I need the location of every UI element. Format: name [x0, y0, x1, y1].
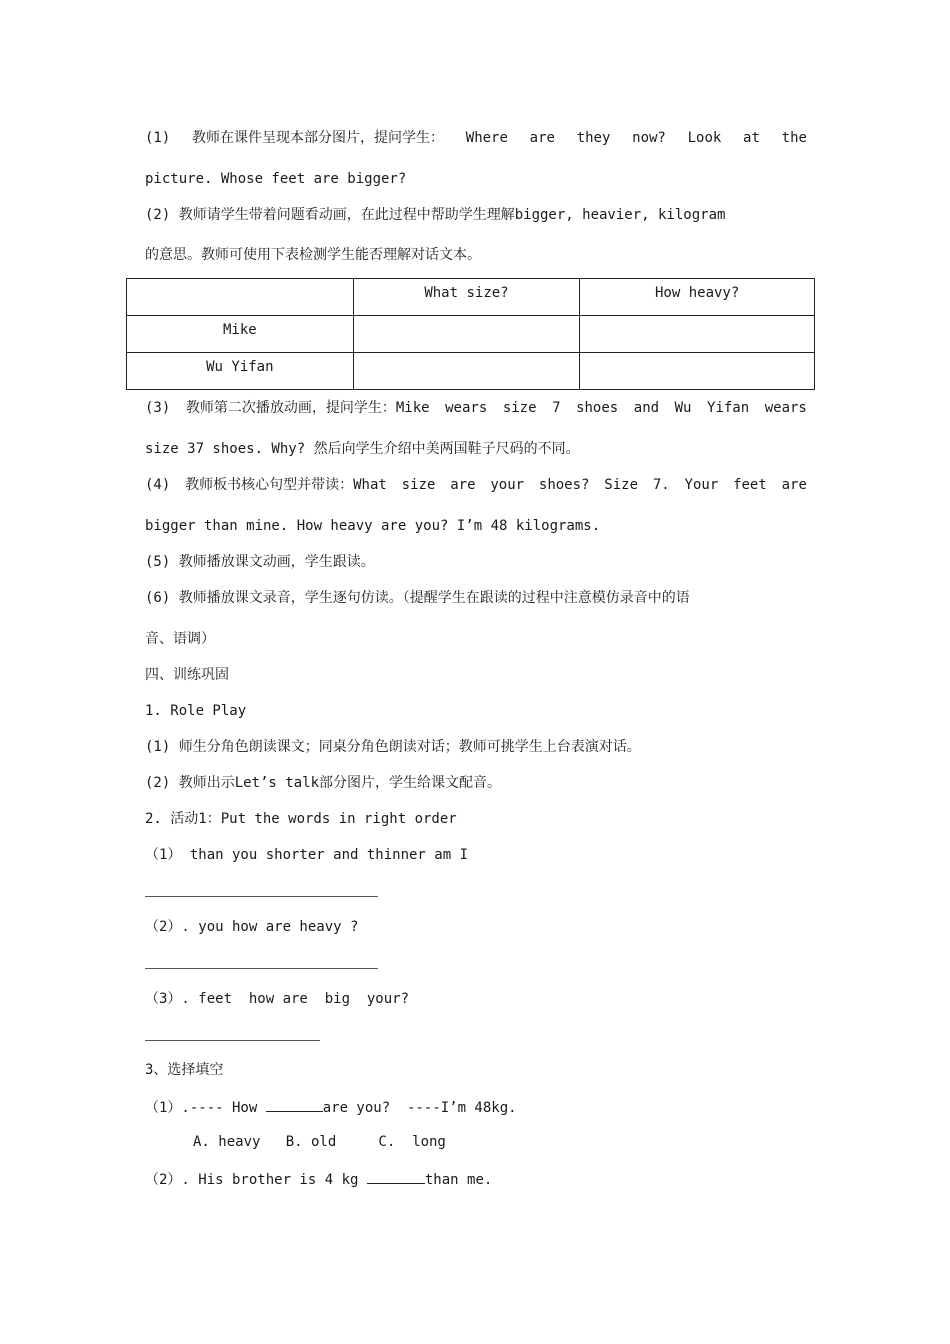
answer-blank-2[interactable]: [145, 968, 378, 969]
role-play-step-2: (2) 教师出示Let’s talk部分图片，学生给课文配音。: [145, 775, 502, 791]
order-question-2: （2）. you how are heavy ?: [145, 919, 359, 935]
word: (4): [145, 477, 171, 493]
word: the: [781, 130, 807, 146]
step-4-line-1: [145, 476, 807, 494]
activity-1-title: 2. 活动1：Put the words in right order: [145, 811, 457, 827]
table-cell-heavy[interactable]: [580, 353, 815, 390]
word: your: [490, 477, 525, 493]
word: Yifan: [707, 400, 750, 416]
section-heading: 四、训练巩固: [145, 667, 229, 683]
table-row-name: Mike: [127, 316, 354, 353]
table-row: [127, 353, 815, 390]
role-play-step-1: (1) 师生分角色朗读课文；同桌分角色朗读对话；教师可挑学生上台表演对话。: [145, 739, 641, 755]
fill-question-1-prefix: （1）.---- How: [145, 1100, 266, 1116]
step-2-line-2: 的意思。教师可使用下表检测学生能否理解对话文本。: [145, 247, 481, 263]
word: wears: [764, 400, 807, 416]
word: shoes: [576, 400, 619, 416]
word: Look: [687, 130, 722, 146]
word: are: [529, 130, 555, 146]
fill-blank-1[interactable]: [266, 1097, 323, 1112]
table-cell-size[interactable]: [353, 316, 580, 353]
table-header-cell: [127, 279, 354, 316]
table-row: [127, 316, 815, 353]
word: size: [401, 477, 436, 493]
word: are: [781, 477, 807, 493]
fill-blank-2[interactable]: [367, 1169, 425, 1184]
word: feet: [733, 477, 767, 493]
multiple-choice-title: 3、选择填空: [145, 1062, 224, 1078]
step-3-line-2: size 37 shoes. Why? 然后向学生介绍中美两国鞋子尺码的不同。: [145, 441, 580, 457]
answer-blank-1[interactable]: [145, 896, 378, 897]
fill-question-2-prefix: （2）. His brother is 4 kg: [145, 1172, 367, 1188]
fill-question-1-options: A. heavy B. old C. long: [193, 1134, 446, 1150]
word: 教师在课件呈现本部分图片，提问学生：: [192, 130, 445, 146]
fill-question-2-suffix: than me.: [424, 1172, 493, 1188]
table-header-cell: What size?: [353, 279, 580, 316]
word: wears: [445, 400, 488, 416]
table-row-name: Wu Yifan: [127, 353, 354, 390]
table-cell-size[interactable]: [353, 353, 580, 390]
step-3-line-1: [145, 399, 807, 417]
word: Wu: [674, 400, 692, 416]
word: shoes?: [538, 477, 590, 493]
answer-blank-3[interactable]: [145, 1040, 320, 1041]
word: 教师板书核心句型并带读：What: [185, 477, 387, 493]
fill-question-1: [145, 1097, 517, 1117]
table-cell-heavy[interactable]: [580, 316, 815, 353]
comprehension-table: [126, 278, 815, 390]
word: Where: [465, 130, 508, 146]
word: 7: [552, 400, 561, 416]
order-question-1: （1） than you shorter and thinner am I: [145, 847, 469, 863]
word: (1): [145, 130, 171, 146]
fill-question-2: [145, 1169, 492, 1189]
step-1-line-2: picture. Whose feet are bigger?: [145, 171, 407, 187]
word: are: [450, 477, 476, 493]
step-2-line-1: (2) 教师请学生带着问题看动画，在此过程中帮助学生理解bigger, heavier, kilogram: [145, 207, 726, 223]
word: now?: [632, 130, 666, 146]
word: Your: [684, 477, 719, 493]
table-header-cell: How heavy?: [580, 279, 815, 316]
word: Size: [604, 477, 639, 493]
fill-question-1-suffix: are you? ----I’m 48kg.: [322, 1100, 517, 1116]
word: (3): [145, 400, 171, 416]
word: 教师第二次播放动画，提问学生：Mike: [185, 400, 430, 416]
word: size: [502, 400, 537, 416]
step-4-line-2: bigger than mine. How heavy are you? I’m 48 kilograms.: [145, 518, 601, 534]
word: 7.: [652, 477, 670, 493]
role-play-title: 1. Role Play: [145, 703, 247, 719]
word: at: [743, 130, 760, 146]
order-question-3: （3）. feet how are big your?: [145, 991, 410, 1007]
word: and: [633, 400, 660, 416]
step-1-line-1: [145, 129, 807, 147]
step-6-line-1: (6) 教师播放课文录音，学生逐句仿读。（提醒学生在跟读的过程中注意模仿录音中的语: [145, 590, 690, 606]
table-header-row: [127, 279, 815, 316]
step-5: (5) 教师播放课文动画，学生跟读。: [145, 554, 375, 570]
step-6-line-2: 音、语调）: [145, 631, 215, 647]
word: they: [576, 130, 611, 146]
